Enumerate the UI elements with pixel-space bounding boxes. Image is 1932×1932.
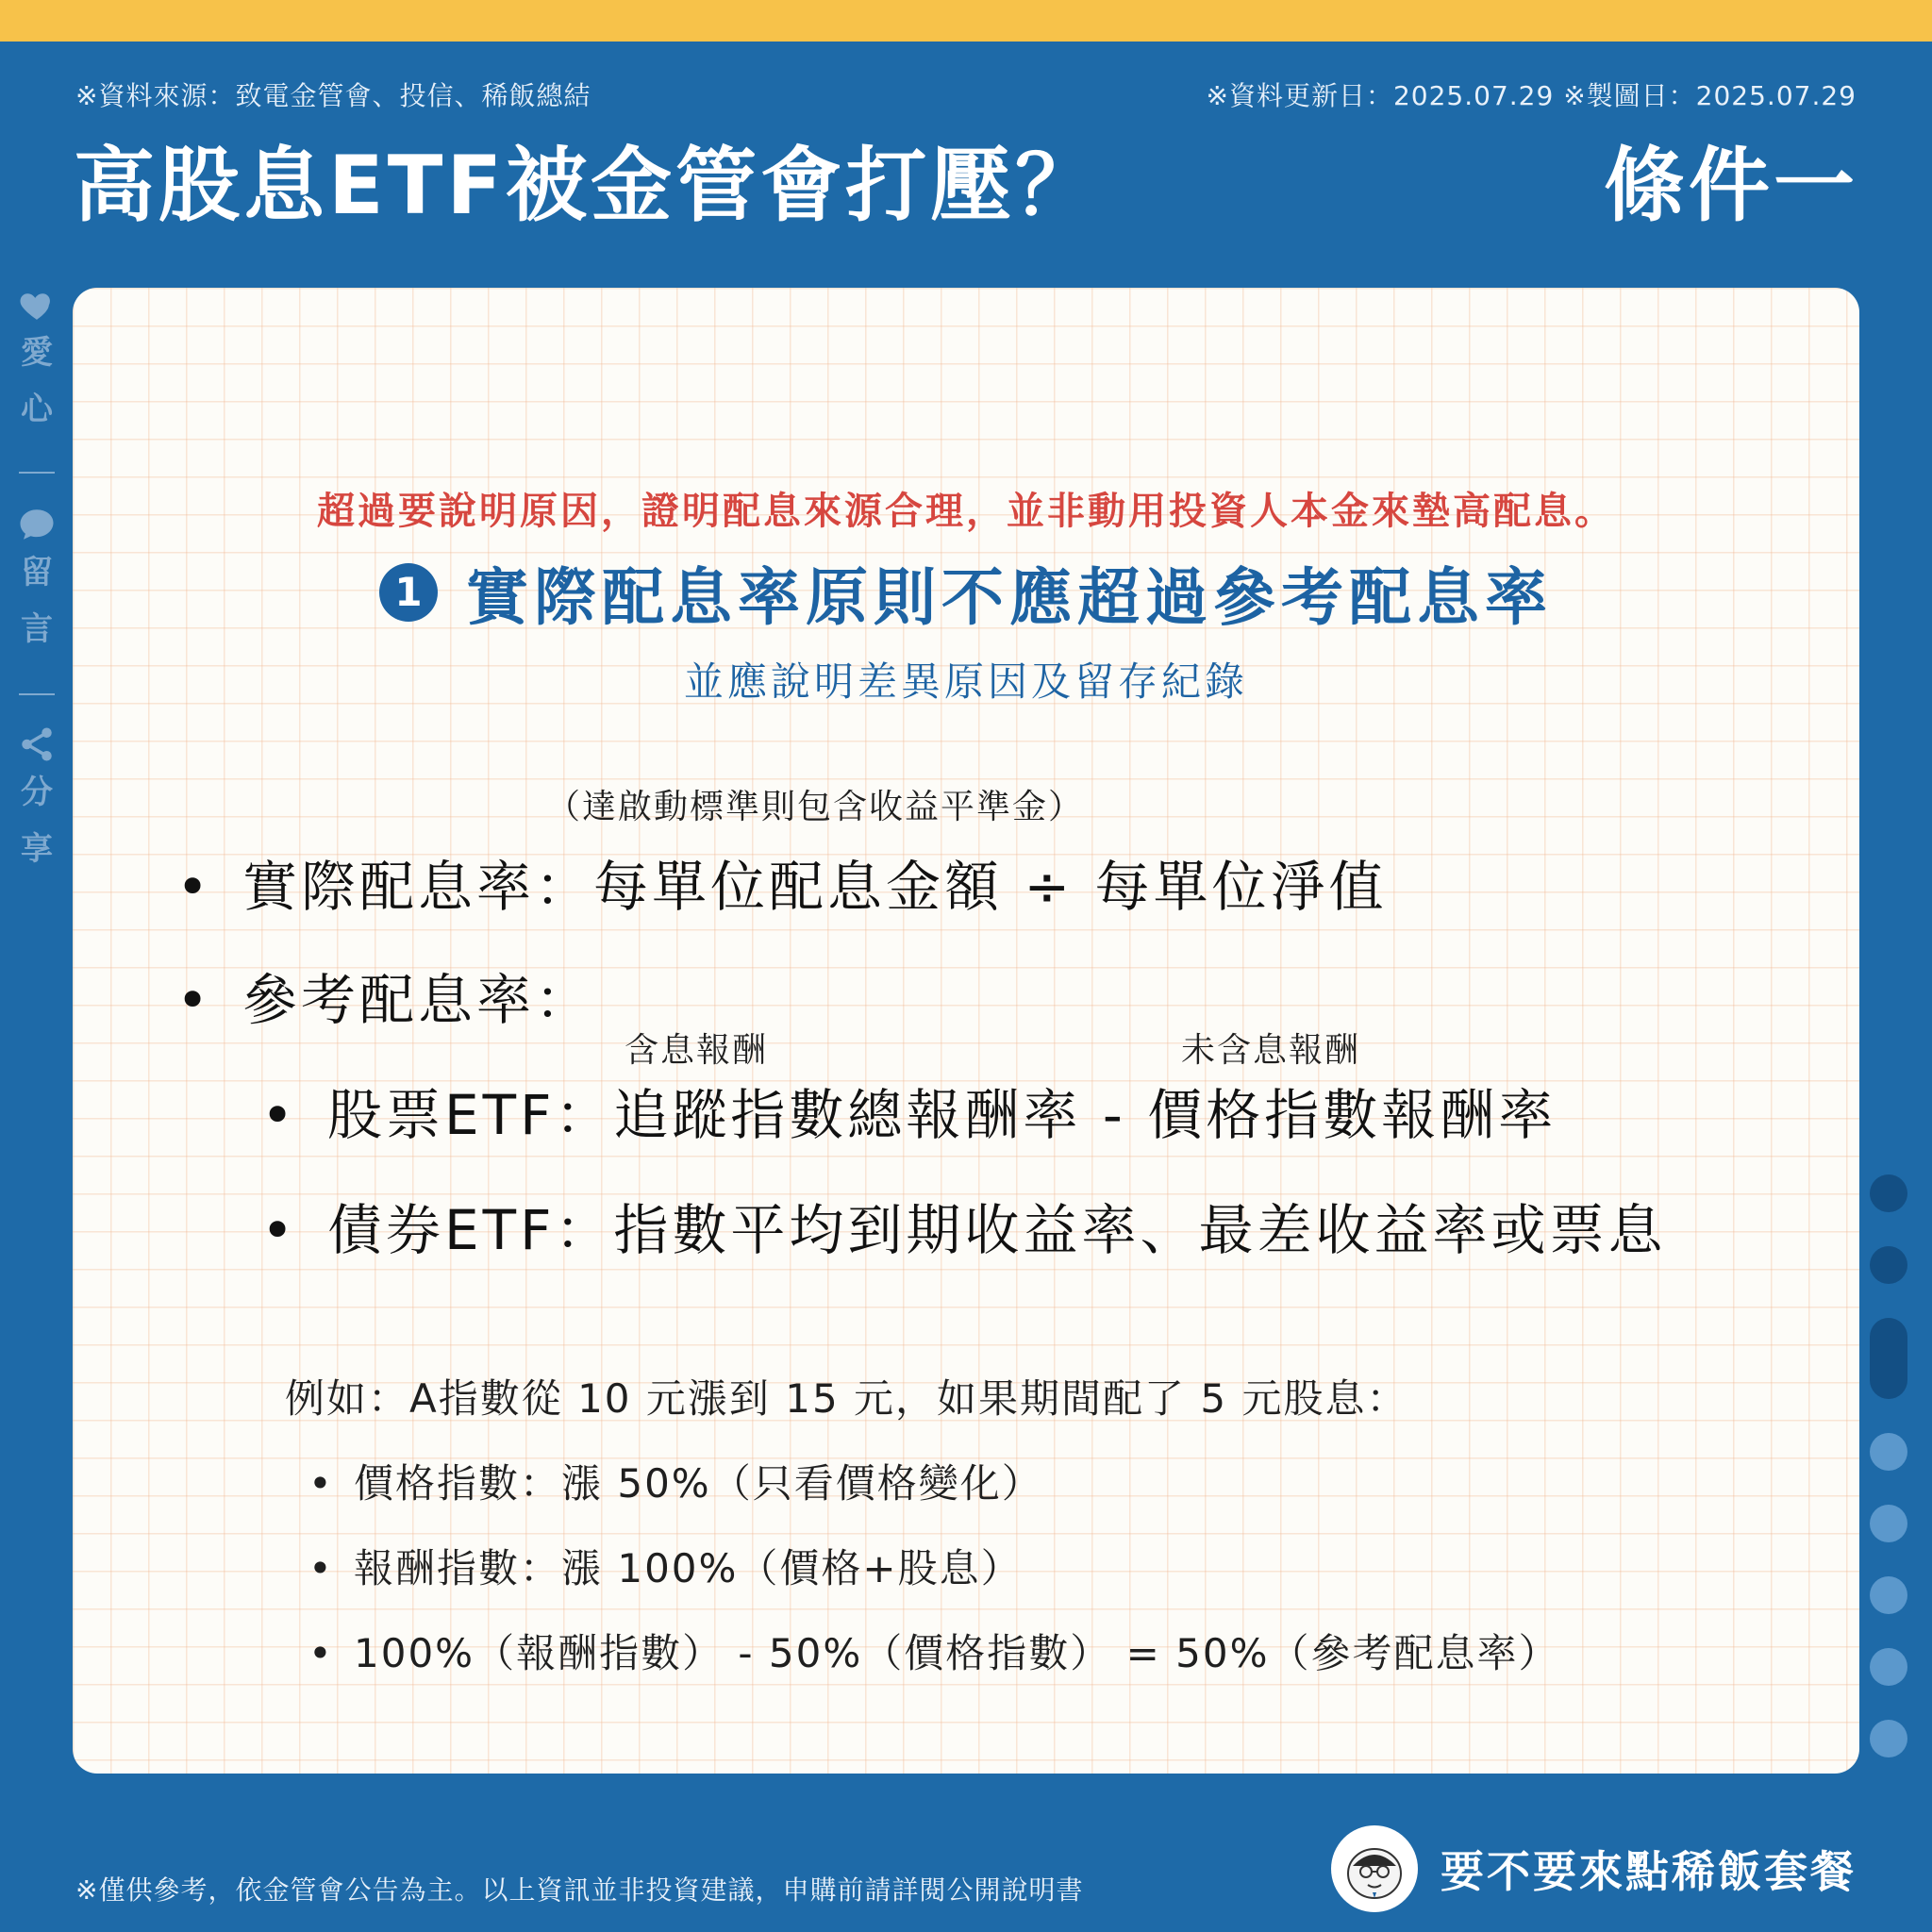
- example-intro: 例如：A指數從 10 元漲到 15 元，如果期間配了 5 元股息：: [285, 1375, 1408, 1422]
- comment-icon: [17, 505, 57, 544]
- share-action[interactable]: [13, 724, 60, 877]
- actual-rate-item: [176, 842, 1387, 922]
- equalization-note: （達啟動標準則包含收益平準金）: [546, 788, 1085, 826]
- rice-ball-mascot-icon: [1341, 1836, 1407, 1902]
- bond-etf-text: 債券ETF：指數平均到期收益率、最差收益率或票息: [327, 1198, 1667, 1262]
- stock-etf-item: [261, 1071, 1557, 1150]
- warning-note: 超過要說明原因，證明配息來源合理，並非動用投資人本金來墊高配息。: [317, 490, 1615, 533]
- example-price-index: 價格指數：漲 50%（只看價格變化）: [354, 1460, 1043, 1507]
- page-dot-active[interactable]: [1870, 1318, 1907, 1399]
- bullet-dot: •: [176, 968, 213, 1032]
- page-dot[interactable]: [1870, 1576, 1907, 1614]
- example-item: [308, 1623, 1560, 1679]
- page-dot[interactable]: [1870, 1174, 1907, 1212]
- content-card: [73, 288, 1859, 1774]
- comment-label-1: 留: [21, 554, 53, 591]
- top-accent-strip: [0, 0, 1932, 42]
- brand-signature: [1331, 1825, 1857, 1912]
- bullet-dot: •: [261, 1083, 298, 1147]
- brand-avatar: [1331, 1825, 1418, 1912]
- comment-label-2: 言: [21, 610, 53, 648]
- bullet-dot: •: [176, 855, 213, 919]
- actual-rate-text: 實際配息率：每單位配息金額 ÷ 每單位淨值: [242, 855, 1388, 919]
- comment-action[interactable]: [13, 505, 60, 658]
- share-label-2: 享: [21, 830, 53, 868]
- page-title: 高股息ETF被金管會打壓？: [74, 139, 1101, 233]
- share-label-1: 分: [21, 774, 53, 811]
- example-return-index: 報酬指數：漲 100%（價格+股息）: [354, 1545, 1023, 1591]
- bullet-dot: •: [308, 1545, 334, 1591]
- page-dot[interactable]: [1870, 1433, 1907, 1471]
- reference-rate-item: [176, 956, 593, 1035]
- rule-subheading: 並應說明差異原因及留存紀錄: [683, 658, 1248, 705]
- bullet-dot: •: [261, 1198, 298, 1262]
- like-label-1: 愛: [21, 334, 53, 372]
- rule-number-badge: 1: [379, 563, 438, 622]
- bullet-dot: •: [308, 1460, 334, 1507]
- disclaimer: ※僅供參考，依金管會公告為主。以上資訊並非投資建議，申購前請詳閱公開說明書: [75, 1874, 1084, 1906]
- page-dot[interactable]: [1870, 1505, 1907, 1542]
- example-calculation: 100%（報酬指數） - 50%（價格指數） = 50%（參考配息率）: [354, 1630, 1560, 1676]
- rule-heading-text: 實際配息率原則不應超過參考配息率: [466, 561, 1553, 634]
- data-source-note: ※資料來源：致電金管會、投信、稀飯總結: [75, 80, 591, 111]
- brand-name: 要不要來點稀飯套餐: [1441, 1846, 1857, 1897]
- share-icon: [17, 724, 57, 764]
- bond-etf-item: [261, 1186, 1666, 1265]
- page-dot[interactable]: [1870, 1246, 1907, 1284]
- like-label-2: 心: [21, 391, 53, 428]
- bullet-dot: •: [308, 1630, 334, 1676]
- sidebar-divider: [19, 693, 55, 695]
- example-item: [308, 1453, 1043, 1509]
- heart-icon: [17, 285, 57, 325]
- rule-heading: [73, 547, 1859, 637]
- reference-rate-text: 參考配息率：: [242, 968, 594, 1032]
- sidebar-divider: [19, 472, 55, 474]
- page-dot[interactable]: [1870, 1720, 1907, 1757]
- with-dividend-note: 含息報酬: [625, 1031, 769, 1070]
- condition-label: 條件一: [1604, 139, 1858, 233]
- stock-etf-text: 股票ETF：追蹤指數總報酬率 - 價格指數報酬率: [327, 1083, 1557, 1147]
- page-dot[interactable]: [1870, 1648, 1907, 1686]
- without-dividend-note: 未含息報酬: [1181, 1031, 1361, 1070]
- update-date-note: ※資料更新日：2025.07.29 ※製圖日：2025.07.29: [1206, 80, 1857, 111]
- example-item: [308, 1538, 1023, 1594]
- like-action[interactable]: [13, 285, 60, 438]
- page-indicator: [1870, 1174, 1911, 1791]
